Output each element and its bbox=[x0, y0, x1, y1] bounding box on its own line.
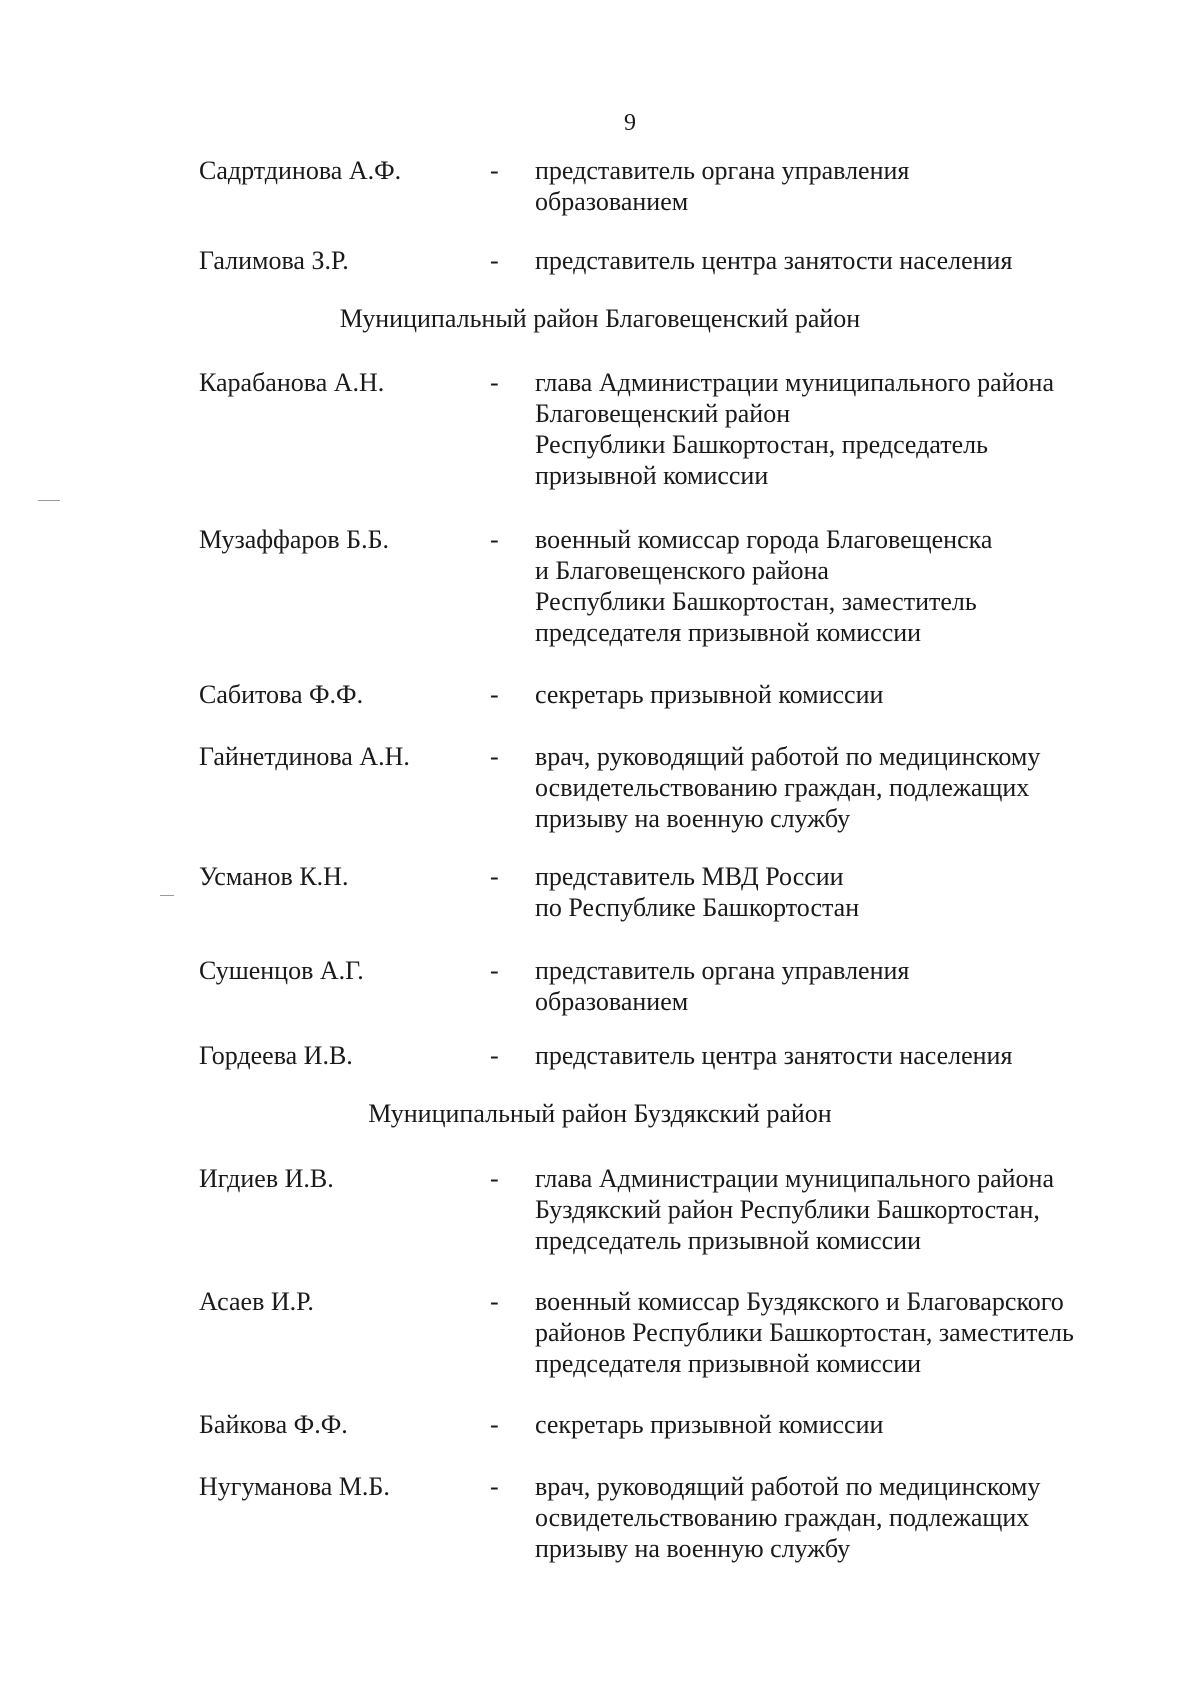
separator-dash: - bbox=[490, 742, 499, 771]
margin-mark bbox=[160, 895, 174, 896]
member-role: глава Администрации муниципального района Буздякский район Республики Башкортостан, председатель призывной комиссии bbox=[535, 1164, 1054, 1255]
separator-dash: - bbox=[490, 525, 499, 554]
separator-dash: - bbox=[490, 1410, 499, 1439]
member-name: Гайнетдинова А.Н. bbox=[199, 742, 410, 771]
member-role: представитель органа управления образованием bbox=[535, 956, 910, 1016]
member-name: Асаев И.Р. bbox=[199, 1287, 314, 1316]
section-heading: Муниципальный район Благовещенский район bbox=[339, 304, 861, 333]
separator-dash: - bbox=[490, 246, 499, 275]
separator-dash: - bbox=[490, 862, 499, 891]
member-name: Музаффаров Б.Б. bbox=[199, 525, 389, 554]
member-name: Сушенцов А.Г. bbox=[199, 956, 364, 985]
member-name: Сабитова Ф.Ф. bbox=[199, 680, 364, 709]
separator-dash: - bbox=[490, 1287, 499, 1316]
member-name: Карабанова А.Н. bbox=[199, 368, 385, 397]
separator-dash: - bbox=[490, 156, 499, 185]
separator-dash: - bbox=[490, 1041, 499, 1070]
member-role: военный комиссар города Благовещенска и Благовещенского района Республики Башкортостан, заместитель председателя призывной комиссии bbox=[535, 525, 993, 647]
margin-mark bbox=[38, 500, 60, 501]
member-role: секретарь призывной комиссии bbox=[535, 1410, 884, 1439]
member-name: Садртдинова А.Ф. bbox=[199, 156, 402, 185]
member-role: представитель центра занятости населения bbox=[535, 1041, 1013, 1070]
separator-dash: - bbox=[490, 680, 499, 709]
member-name: Усманов К.Н. bbox=[199, 862, 349, 891]
member-role: секретарь призывной комиссии bbox=[535, 680, 884, 709]
member-role: представитель центра занятости населения bbox=[535, 246, 1013, 275]
member-name: Байкова Ф.Ф. bbox=[199, 1410, 348, 1439]
separator-dash: - bbox=[490, 1164, 499, 1193]
member-name: Галимова З.Р. bbox=[199, 246, 349, 275]
separator-dash: - bbox=[490, 956, 499, 985]
member-name: Игдиев И.В. bbox=[199, 1164, 334, 1193]
page-number: 9 bbox=[624, 110, 636, 136]
member-role: военный комиссар Буздякского и Благоварского районов Республики Башкортостан, заместитель председателя призывной комиссии bbox=[535, 1287, 1074, 1378]
member-role: представитель органа управления образованием bbox=[535, 156, 910, 216]
member-role: врач, руководящий работой по медицинскому освидетельствованию граждан, подлежащих призыву на военную службу bbox=[535, 742, 1041, 833]
member-name: Нугуманова М.Б. bbox=[199, 1472, 390, 1501]
separator-dash: - bbox=[490, 368, 499, 397]
member-role: представитель МВД России по Республике Башкортостан bbox=[535, 862, 860, 922]
member-role: врач, руководящий работой по медицинскому освидетельствованию граждан, подлежащих призыву на военную службу bbox=[535, 1472, 1041, 1563]
member-name: Гордеева И.В. bbox=[199, 1041, 353, 1070]
member-role: глава Администрации муниципального района Благовещенский район Республики Башкортостан, председатель призывной комиссии bbox=[535, 368, 1054, 490]
separator-dash: - bbox=[490, 1472, 499, 1501]
section-heading: Муниципальный район Буздякский район bbox=[368, 1099, 832, 1128]
